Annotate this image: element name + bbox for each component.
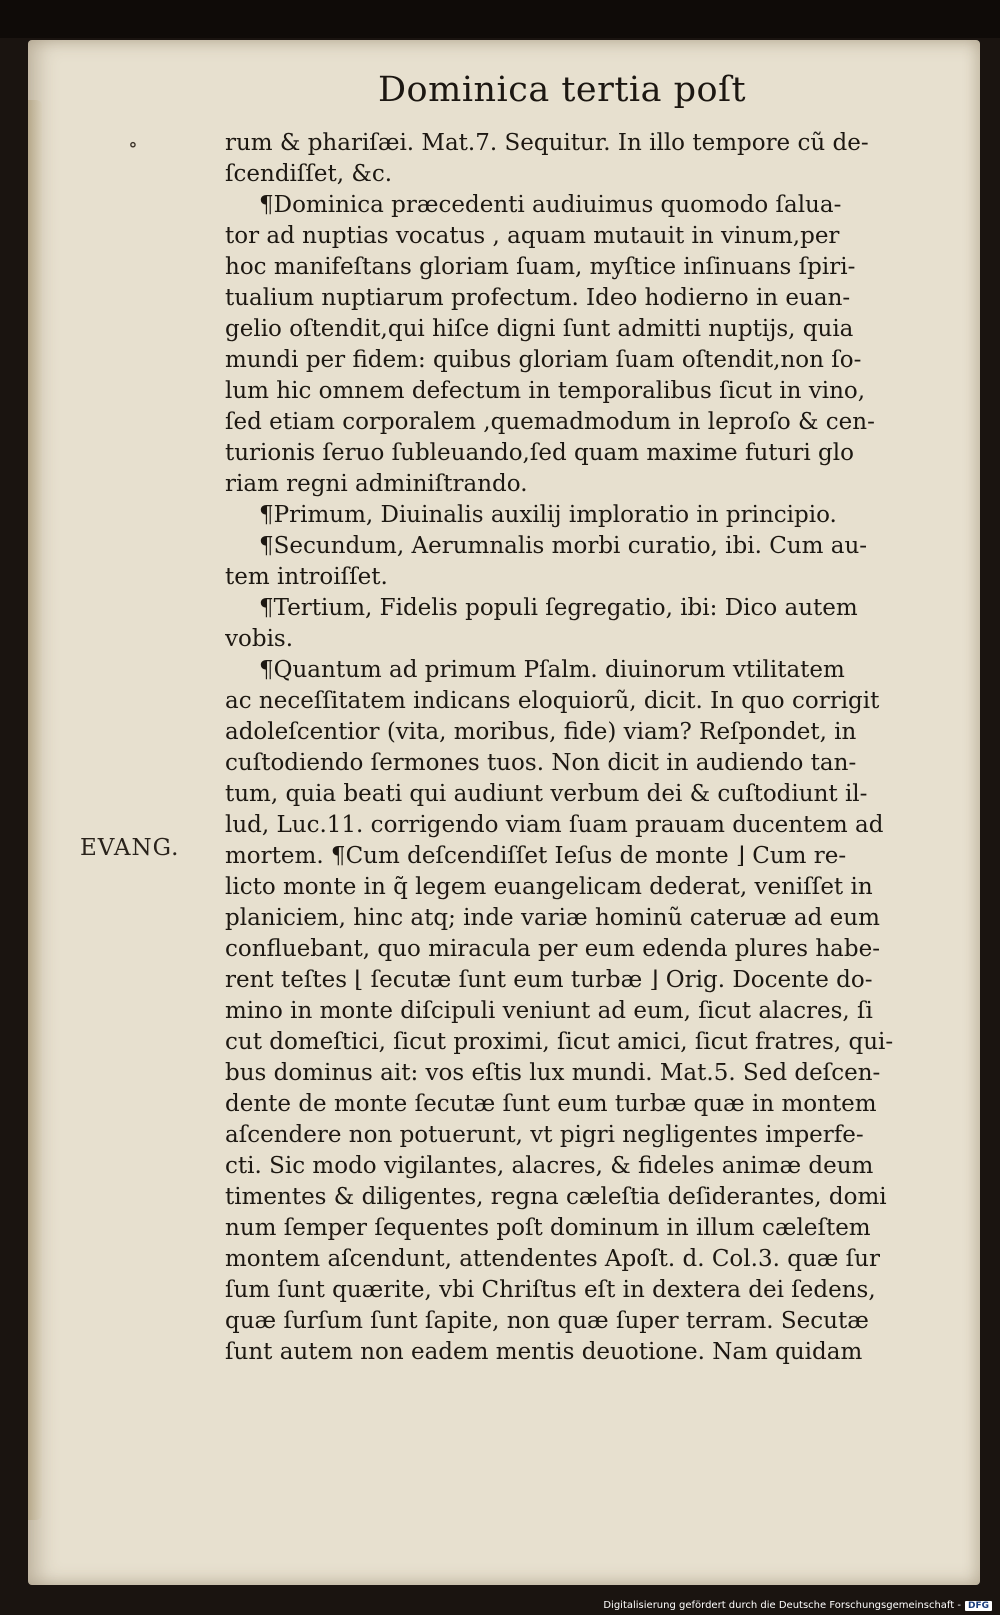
running-head: Dominica tertia poſt [378,70,747,110]
text-line: adoleſcentior (vita, moribus, fide) viam? Reſpondet, in [225,719,857,745]
text-line: licto monte in q̃ legem euangelicam dederat, veniſſet in [225,874,873,900]
text-line: bus dominus ait: vos eſtis lux mundi. Mat.5. Sed deſcen- [225,1060,881,1086]
margin-note: EVANG. [80,835,180,861]
page-gutter [28,100,42,1520]
body-text [225,128,965,1368]
text-line: tem introiſſet. [225,564,388,590]
text-line: cut domeſtici, ſicut proximi, ſicut amici, ſicut fratres, qui- [225,1029,894,1055]
text-line: planiciem, hinc atq; inde variæ hominũ cateruæ ad eum [225,905,880,931]
margin-mark: ∘ [128,132,138,156]
text-line: tor ad nuptias vocatus , aquam mutauit in vinum,per [225,223,840,249]
footer-credit [603,1600,992,1611]
text-line: cti. Sic modo vigilantes, alacres, & fideles animæ deum [225,1153,874,1179]
text-line: ſum ſunt quærite, vbi Chriſtus eſt in dextera dei ſedens, [225,1277,876,1303]
text-line: quæ ſurſum ſunt ſapite, non quæ ſuper terram. Secutæ [225,1308,869,1334]
text-line: tualium nuptiarum profectum. Ideo hodierno in euan- [225,285,851,311]
dfg-logo: DFG [965,1601,992,1611]
text-line: hoc manifeſtans gloriam ſuam, myſtice inſinuans ſpiri- [225,254,856,280]
text-line: tum, quia beati qui audiunt verbum dei & cuſtodiunt il- [225,781,868,807]
text-line: num ſemper ſequentes poſt dominum in illum cæleſtem [225,1215,871,1241]
text-line: cuſtodiendo ſermones tuos. Non dicit in audiendo tan- [225,750,857,776]
text-line: confluebant, quo miracula per eum edenda plures habe- [225,936,880,962]
text-line: ¶Secundum, Aerumnalis morbi curatio, ibi. Cum au- [259,533,868,559]
text-line: gelio oſtendit,qui hiſce digni ſunt admitti nuptijs, quia [225,316,854,342]
footer-credit-text: Digitalisierung gefördert durch die Deutsche Forschungsgemeinschaft - [603,1600,961,1611]
text-line: mortem. ¶Cum deſcendiſſet Ieſus de monte ⌋ Cum re- [225,843,847,869]
text-line: mino in monte diſcipuli veniunt ad eum, ſicut alacres, ſi [225,998,873,1024]
text-line: dente de monte ſecutæ ſunt eum turbæ quæ in montem [225,1091,877,1117]
text-line: ſcendiſſet, &c. [225,161,393,187]
text-line: ¶Tertium, Fidelis populi ſegregatio, ibi: Dico autem [259,595,858,621]
text-line: lum hic omnem defectum in temporalibus ſicut in vino, [225,378,866,404]
text-line: mundi per fidem: quibus gloriam ſuam oſtendit,non ſo- [225,347,862,373]
text-line: rent teſtes ⌊ ſecutæ ſunt eum turbæ ⌋ Orig. Docente do- [225,967,873,993]
text-line: turionis ſeruo ſubleuando,ſed quam maxime futuri glo [225,440,854,466]
text-line: lud, Luc.11. corrigendo viam ſuam prauam ducentem ad [225,812,884,838]
text-line: ſed etiam corporalem ,quemadmodum in leproſo & cen- [225,409,875,435]
text-line: ac neceſſitatem indicans eloquiorũ, dicit. In quo corrigit [225,688,880,714]
text-line: rum & phariſæi. Mat.7. Sequitur. In illo tempore cũ de- [225,130,869,156]
text-line: ¶Primum, Diuinalis auxilij imploratio in principio. [259,502,837,528]
text-line: aſcendere non potuerunt, vt pigri negligentes imperfe- [225,1122,864,1148]
book-page [28,40,980,1585]
text-line: ¶Dominica præcedenti audiuimus quomodo ſalua- [259,192,842,218]
text-line: ¶Quantum ad primum Pſalm. diuinorum vtilitatem [259,657,845,683]
text-line: vobis. [225,626,294,652]
scan-top-border [0,0,1000,38]
text-line: timentes & diligentes, regna cæleſtia deſiderantes, domi [225,1184,887,1210]
text-line: riam regni adminiſtrando. [225,471,528,497]
text-line: montem aſcendunt, attendentes Apoſt. d. Col.3. quæ ſur [225,1246,880,1272]
text-line: ſunt autem non eadem mentis deuotione. Nam quidam [225,1339,863,1365]
